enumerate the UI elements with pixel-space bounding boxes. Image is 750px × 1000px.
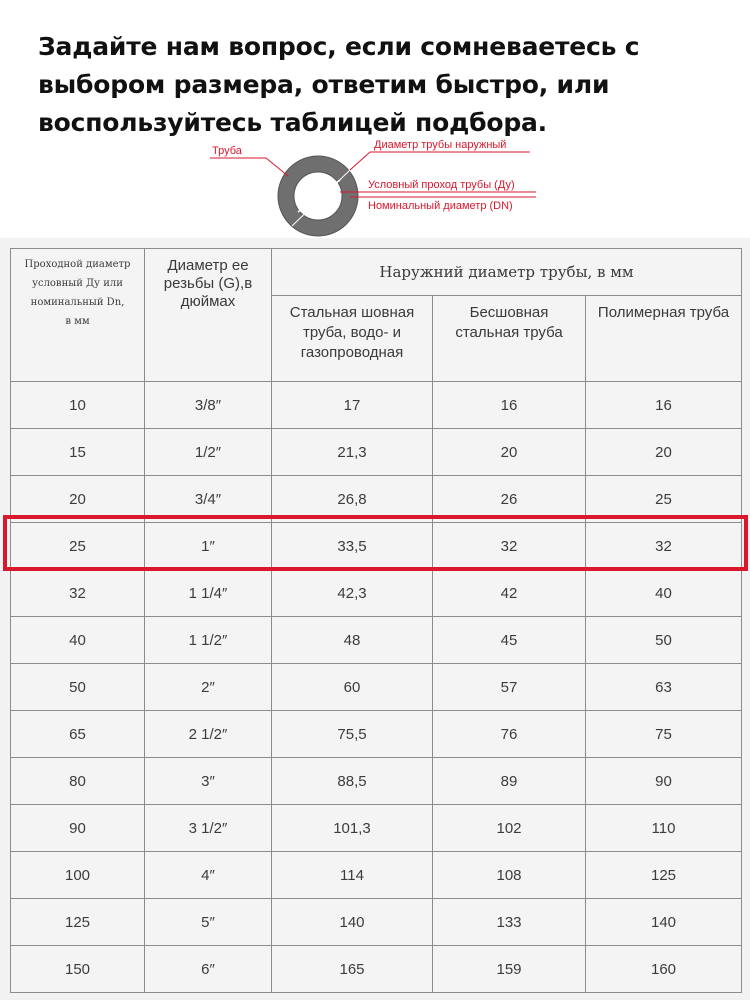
cell-welded: 21,3 xyxy=(272,429,433,476)
size-table-panel xyxy=(0,238,750,1000)
pipe-cross-section-svg xyxy=(200,134,560,244)
cell-seamless: 20 xyxy=(433,429,586,476)
intro-line-3: воспользуйтесь таблицей подбора. xyxy=(38,108,547,137)
cell-polymer: 20 xyxy=(586,429,742,476)
cell-thread: 1″ xyxy=(145,523,272,570)
cell-welded: 165 xyxy=(272,946,433,993)
cell-polymer: 16 xyxy=(586,382,742,429)
cell-polymer: 50 xyxy=(586,617,742,664)
cell-thread: 3 1/2″ xyxy=(145,805,272,852)
cell-welded: 75,5 xyxy=(272,711,433,758)
cell-dn: 100 xyxy=(11,852,145,899)
size-table xyxy=(10,248,742,993)
cell-thread: 1 1/2″ xyxy=(145,617,272,664)
cell-polymer: 75 xyxy=(586,711,742,758)
table-row xyxy=(11,711,742,758)
cell-welded: 88,5 xyxy=(272,758,433,805)
cell-dn: 20 xyxy=(11,476,145,523)
cell-polymer: 32 xyxy=(586,523,742,570)
header-outer-diameter-group: Наружний диаметр трубы, в мм xyxy=(272,249,742,296)
cell-thread: 3/8″ xyxy=(145,382,272,429)
cell-thread: 2″ xyxy=(145,664,272,711)
intro-line-1: Задайте нам вопрос, если сомневаетесь с xyxy=(38,32,640,61)
cell-polymer: 63 xyxy=(586,664,742,711)
cell-seamless: 26 xyxy=(433,476,586,523)
cell-dn: 65 xyxy=(11,711,145,758)
cell-seamless: 159 xyxy=(433,946,586,993)
table-row xyxy=(11,664,742,711)
cell-dn: 50 xyxy=(11,664,145,711)
pipe-label: Труба xyxy=(212,145,242,157)
table-row xyxy=(11,899,742,946)
cell-welded: 33,5 xyxy=(272,523,433,570)
cell-thread: 6″ xyxy=(145,946,272,993)
outer-diameter-label: Диаметр трубы наружный xyxy=(374,139,507,151)
cell-polymer: 125 xyxy=(586,852,742,899)
cell-polymer: 160 xyxy=(586,946,742,993)
cell-polymer: 140 xyxy=(586,899,742,946)
cell-thread: 3/4″ xyxy=(145,476,272,523)
cell-welded: 101,3 xyxy=(272,805,433,852)
cell-dn: 25 xyxy=(11,523,145,570)
cell-seamless: 76 xyxy=(433,711,586,758)
nominal-bore-label: Условный проход трубы (Ду) xyxy=(368,179,515,191)
cell-thread: 1/2″ xyxy=(145,429,272,476)
nominal-diameter-label: Номинальный диаметр (DN) xyxy=(368,200,513,212)
cell-seamless: 42 xyxy=(433,570,586,617)
cell-welded: 26,8 xyxy=(272,476,433,523)
cell-dn: 150 xyxy=(11,946,145,993)
header-seamless-steel: Бесшовная стальная труба xyxy=(433,296,586,382)
cell-thread: 1 1/4″ xyxy=(145,570,272,617)
cell-thread: 4″ xyxy=(145,852,272,899)
cell-seamless: 89 xyxy=(433,758,586,805)
table-row xyxy=(11,382,742,429)
header-polymer: Полимерная труба xyxy=(586,296,742,382)
cell-thread: 3″ xyxy=(145,758,272,805)
table-row xyxy=(11,570,742,617)
cell-seamless: 57 xyxy=(433,664,586,711)
header-thread-diameter: Диаметр ее резьбы (G),в дюймах xyxy=(145,249,272,382)
cell-seamless: 133 xyxy=(433,899,586,946)
cell-welded: 48 xyxy=(272,617,433,664)
cell-seamless: 32 xyxy=(433,523,586,570)
cell-dn: 90 xyxy=(11,805,145,852)
cell-polymer: 90 xyxy=(586,758,742,805)
cell-seamless: 108 xyxy=(433,852,586,899)
cell-polymer: 25 xyxy=(586,476,742,523)
cell-seamless: 16 xyxy=(433,382,586,429)
table-row xyxy=(11,852,742,899)
table-row xyxy=(11,758,742,805)
cell-dn: 80 xyxy=(11,758,145,805)
intro-line-2: выбором размера, ответим быстро, или xyxy=(38,70,610,99)
table-row-highlighted xyxy=(11,523,742,570)
cell-thread: 5″ xyxy=(145,899,272,946)
table-row xyxy=(11,617,742,664)
cell-welded: 42,3 xyxy=(272,570,433,617)
header-nominal-diameter: Проходной диаметр условный Ду или номинальный Dn, в мм xyxy=(11,249,145,382)
cell-thread: 2 1/2″ xyxy=(145,711,272,758)
intro-text xyxy=(38,28,718,142)
table-header-row-1 xyxy=(11,249,742,296)
cell-dn: 40 xyxy=(11,617,145,664)
table-row xyxy=(11,476,742,523)
pipe-diagram xyxy=(200,134,560,244)
pipe-label-leader xyxy=(210,158,288,176)
cell-polymer: 40 xyxy=(586,570,742,617)
cell-polymer: 110 xyxy=(586,805,742,852)
table-row xyxy=(11,429,742,476)
cell-seamless: 102 xyxy=(433,805,586,852)
cell-dn: 32 xyxy=(11,570,145,617)
header-welded-steel: Стальная шовная труба, водо- и газопроводная xyxy=(272,296,433,382)
cell-dn: 15 xyxy=(11,429,145,476)
cell-dn: 125 xyxy=(11,899,145,946)
cell-dn: 10 xyxy=(11,382,145,429)
table-row xyxy=(11,805,742,852)
cell-welded: 140 xyxy=(272,899,433,946)
cell-welded: 60 xyxy=(272,664,433,711)
outer-diameter-leader xyxy=(350,152,530,170)
cell-seamless: 45 xyxy=(433,617,586,664)
table-row xyxy=(11,946,742,993)
cell-welded: 17 xyxy=(272,382,433,429)
cell-welded: 114 xyxy=(272,852,433,899)
